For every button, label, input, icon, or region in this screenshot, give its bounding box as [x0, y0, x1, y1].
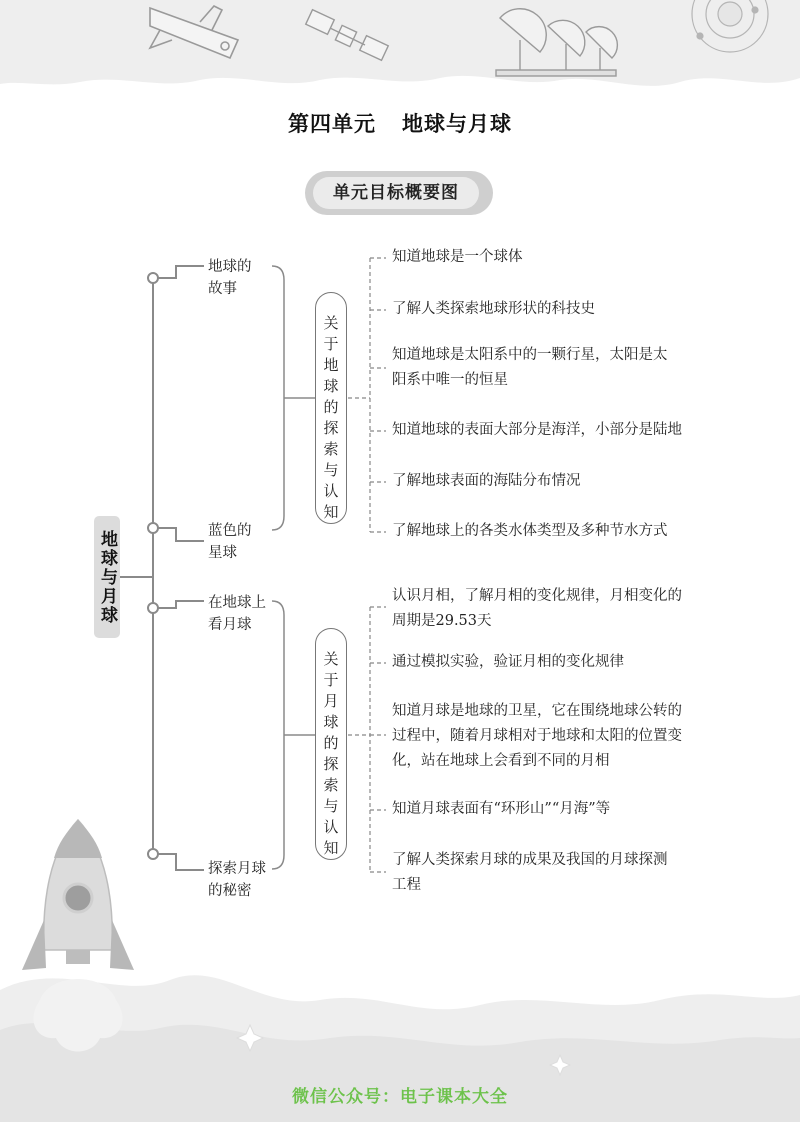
root-topic: 地球与月球 — [94, 516, 120, 638]
moon-goal-1 — [392, 584, 712, 634]
category-char: 索 — [323, 440, 339, 458]
category-char: 于 — [323, 671, 339, 689]
goal-line: 了解人类探索地球形状的科技史 — [392, 301, 595, 317]
goal-line: 阳系中唯一的恒星 — [392, 372, 508, 388]
footer-watermark: 微信公众号：电子课本大全 — [292, 1087, 508, 1107]
goal-line: 了解地球表面的海陆分布情况 — [392, 473, 581, 489]
branch-line: 看月球 — [208, 617, 252, 633]
unit-topic: 地球与月球 — [402, 111, 512, 136]
category-label — [316, 313, 346, 523]
earth-goal-6 — [392, 519, 712, 544]
category-char: 于 — [323, 335, 339, 353]
earth-goal-3 — [392, 343, 712, 393]
category-char: 球 — [323, 713, 339, 731]
branch-line: 蓝色的 — [208, 523, 252, 539]
moon-goal-3 — [392, 699, 712, 774]
goal-line: 知道月球表面有“环形山”“月海”等 — [392, 801, 611, 817]
goal-line: 知道地球的表面大部分是海洋，小部分是陆地 — [392, 422, 682, 438]
goal-line: 过程中，随着月球相对于地球和太阳的位置变 — [392, 728, 682, 744]
goal-line: 知道地球是太阳系中的一颗行星，太阳是太 — [392, 347, 668, 363]
branch-line: 星球 — [208, 545, 237, 561]
earth-goal-4 — [392, 418, 722, 443]
earth-goal-2 — [392, 297, 712, 322]
branch-moon-from-earth — [208, 592, 266, 636]
goal-line: 知道地球是一个球体 — [392, 249, 523, 265]
branch-line: 的秘密 — [208, 883, 252, 899]
category-char: 地 — [323, 356, 339, 374]
branch-line: 地球的 — [208, 259, 252, 275]
rocket-icon — [22, 820, 134, 1052]
category-char: 与 — [323, 461, 339, 479]
category-char: 月 — [323, 692, 339, 710]
branch-blue-planet — [208, 520, 252, 564]
goal-line: 化，站在地球上会看到不同的月相 — [392, 753, 610, 769]
category-char: 索 — [323, 776, 339, 794]
goal-line: 工程 — [392, 877, 421, 893]
goal-line: 周期是29.53天 — [392, 613, 492, 629]
moon-goal-2 — [392, 650, 712, 675]
category-char: 的 — [323, 398, 339, 416]
branch-earth-story — [208, 256, 252, 300]
goal-line: 知道月球是地球的卫星，它在围绕地球公转的 — [392, 703, 682, 719]
earth-goal-1 — [392, 245, 712, 270]
branch-line: 在地球上 — [208, 595, 266, 611]
category-char: 探 — [323, 419, 339, 437]
category-char: 关 — [323, 650, 339, 668]
goal-line: 认识月相，了解月相的变化规律，月相变化的 — [392, 588, 682, 604]
category-char: 的 — [323, 734, 339, 752]
junction-node — [148, 603, 158, 613]
goal-line: 通过模拟实验，验证月相的变化规律 — [392, 654, 624, 670]
branch-line: 故事 — [208, 281, 237, 297]
goal-line: 了解地球上的各类水体类型及多种节水方式 — [392, 523, 668, 539]
category-earth-exploration — [315, 292, 347, 524]
goal-line: 了解人类探索月球的成果及我国的月球探测 — [392, 852, 668, 868]
category-char: 知 — [323, 503, 339, 521]
category-char: 认 — [323, 818, 339, 836]
category-char: 关 — [323, 314, 339, 332]
section-label: 单元目标概要图 — [313, 177, 479, 209]
branch-line: 探索月球 — [208, 861, 266, 877]
category-char: 认 — [323, 482, 339, 500]
junction-node — [148, 273, 158, 283]
bottom-decoration — [0, 800, 800, 1122]
junction-node — [148, 523, 158, 533]
unit-number: 第四单元 — [288, 111, 376, 136]
earth-goal-5 — [392, 469, 712, 494]
category-char: 知 — [323, 839, 339, 857]
category-char: 探 — [323, 755, 339, 773]
category-char: 与 — [323, 797, 339, 815]
category-char: 球 — [323, 377, 339, 395]
